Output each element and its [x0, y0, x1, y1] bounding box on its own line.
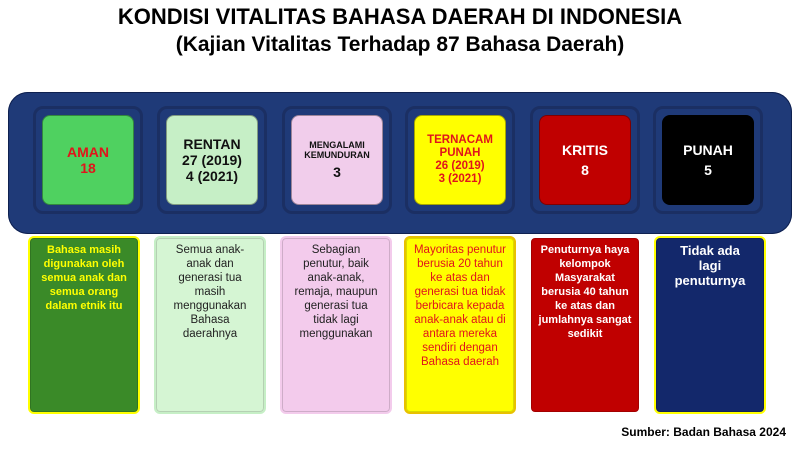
card-kemunduran	[282, 106, 392, 214]
page-subtitle: (Kajian Vitalitas Terhadap 87 Bahasa Daerah)	[175, 33, 625, 56]
card-terancam-count: 26 (2019) 3 (2021)	[435, 160, 485, 186]
card-kritis-label: KRITIS	[562, 141, 608, 158]
source-credit: Sumber: Badan Bahasa 2024	[621, 425, 786, 439]
desc-aman	[28, 236, 140, 414]
card-kritis-count: 8	[581, 162, 589, 178]
card-rentan-inner	[166, 115, 258, 205]
card-terancam-label: TERNACAM PUNAH	[427, 133, 493, 159]
desc-punah	[654, 236, 766, 414]
card-kemunduran-label: MENGALAMI KEMUNDURAN	[304, 139, 370, 160]
card-aman-label: AMAN	[67, 143, 109, 160]
card-aman-inner	[42, 115, 134, 205]
card-kemunduran-count: 3	[333, 164, 341, 181]
card-terancam	[405, 106, 515, 214]
desc-kemunduran	[280, 236, 392, 414]
card-aman	[33, 106, 143, 214]
card-rentan-label: RENTAN	[183, 135, 241, 152]
desc-rentan	[154, 236, 266, 414]
category-band	[8, 92, 792, 234]
desc-kritis-text: Penuturnya haya kelompok Masyarakat berusia 40 tahun ke atas dan jumlahnya sangat sedikit	[538, 244, 632, 340]
page-title: KONDISI VITALITAS BAHASA DAERAH DI INDONESIA	[117, 4, 683, 29]
card-rentan	[157, 106, 267, 214]
desc-kritis	[529, 236, 641, 414]
card-punah-count: 5	[704, 162, 712, 178]
card-kritis-inner	[539, 115, 631, 205]
card-aman-count: 18	[80, 160, 96, 176]
desc-aman-text: Bahasa masih digunakan oleh semua anak dan semua orang dalam etnik itu	[41, 244, 127, 312]
card-kemunduran-inner	[291, 115, 383, 205]
desc-terancam	[404, 236, 516, 414]
card-terancam-inner	[414, 115, 506, 205]
card-kritis	[530, 106, 640, 214]
card-punah-inner	[662, 115, 754, 205]
desc-terancam-text: Mayoritas penutur berusia 20 tahun ke atas dan generasi tua tidak berbicara kepada anak-anak atau di antara mereka sendiri dengan Bahasa daerah	[413, 244, 507, 368]
desc-punah-text: Tidak ada lagi penuturnya	[674, 243, 746, 288]
card-rentan-count: 27 (2019) 4 (2021)	[182, 151, 242, 185]
card-punah	[653, 106, 763, 214]
desc-rentan-text: Semua anak-anak dan generasi tua masih menggunakan Bahasa daerahnya	[173, 244, 247, 340]
card-punah-label: PUNAH	[683, 141, 733, 158]
desc-kemunduran-text: Sebagian penutur, baik anak-anak, remaja, maupun generasi tua tidak lagi menggunakan	[294, 244, 378, 340]
